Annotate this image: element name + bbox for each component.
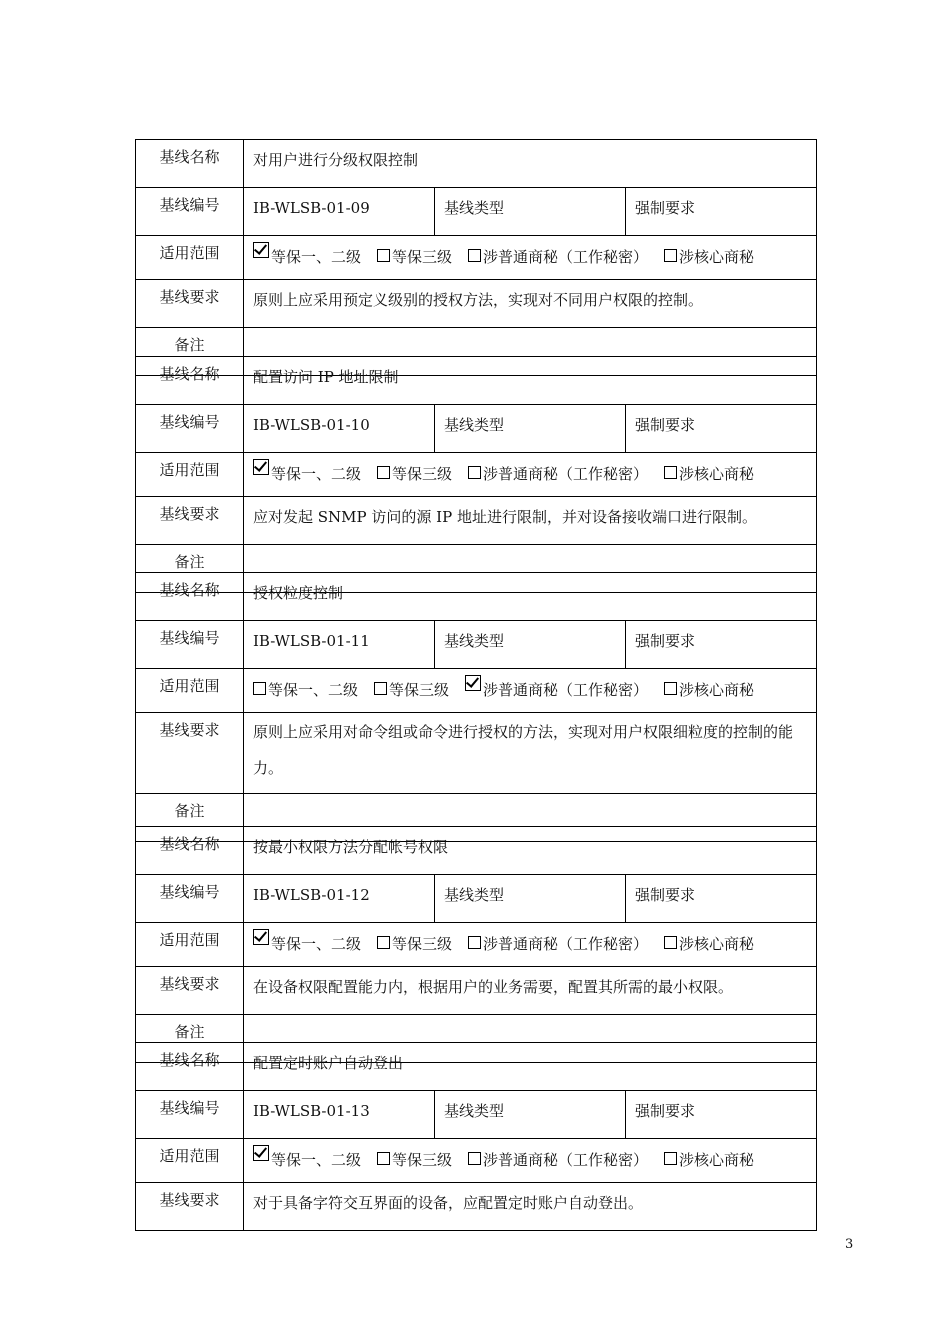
scope-label: 适用范围 bbox=[136, 1139, 244, 1183]
checked-checkbox-icon[interactable] bbox=[253, 459, 269, 475]
scope-option[interactable] bbox=[377, 463, 452, 484]
checkbox-icon[interactable] bbox=[468, 249, 481, 262]
requirement-label: 基线要求 bbox=[136, 713, 244, 794]
baseline-code: IB-WLSB-01-10 bbox=[244, 405, 435, 453]
scope-options bbox=[244, 236, 817, 280]
baseline-table-3 bbox=[135, 572, 817, 842]
checkbox-icon[interactable] bbox=[468, 466, 481, 479]
scope-option[interactable] bbox=[664, 933, 754, 954]
scope-options bbox=[244, 669, 817, 713]
baseline-type: 强制要求 bbox=[626, 405, 817, 453]
baseline-code: IB-WLSB-01-13 bbox=[244, 1091, 435, 1139]
scope-option-label: 涉核心商秘 bbox=[679, 465, 755, 483]
baseline-type: 强制要求 bbox=[626, 1091, 817, 1139]
name-label: 基线名称 bbox=[136, 1043, 244, 1091]
baseline-requirement: 应对发起 SNMP 访问的源 IP 地址进行限制，并对设备接收端口进行限制。 bbox=[244, 497, 817, 545]
code-label: 基线编号 bbox=[136, 875, 244, 923]
scope-option-label: 等保三级 bbox=[392, 248, 453, 266]
scope-option-label: 涉核心商秘 bbox=[679, 1151, 755, 1169]
checkbox-icon[interactable] bbox=[664, 1152, 677, 1165]
scope-label: 适用范围 bbox=[136, 923, 244, 967]
checkbox-icon[interactable] bbox=[374, 682, 387, 695]
code-label: 基线编号 bbox=[136, 405, 244, 453]
scope-option-label: 等保三级 bbox=[389, 681, 450, 699]
scope-options bbox=[244, 1139, 817, 1183]
baseline-type: 强制要求 bbox=[626, 621, 817, 669]
scope-option[interactable] bbox=[664, 246, 754, 267]
name-label: 基线名称 bbox=[136, 357, 244, 405]
checkbox-icon[interactable] bbox=[377, 1152, 390, 1165]
type-label: 基线类型 bbox=[435, 405, 626, 453]
baseline-table-2 bbox=[135, 356, 817, 593]
baseline-requirement: 原则上应采用预定义级别的授权方法，实现对不同用户权限的控制。 bbox=[244, 280, 817, 328]
scope-option-label: 涉普通商秘（工作秘密） bbox=[483, 681, 649, 699]
scope-options bbox=[244, 453, 817, 497]
checked-checkbox-icon[interactable] bbox=[465, 675, 481, 691]
baseline-name: 按最小权限方法分配帐号权限 bbox=[244, 827, 817, 875]
scope-option-label: 等保一、二级 bbox=[271, 1151, 362, 1169]
scope-option[interactable] bbox=[468, 933, 648, 954]
checked-checkbox-icon[interactable] bbox=[253, 929, 269, 945]
remark-label: 备注 bbox=[136, 328, 244, 376]
scope-option-label: 等保三级 bbox=[392, 1151, 453, 1169]
scope-option[interactable] bbox=[377, 933, 452, 954]
scope-option[interactable] bbox=[253, 242, 361, 267]
requirement-label: 基线要求 bbox=[136, 1183, 244, 1231]
scope-label: 适用范围 bbox=[136, 236, 244, 280]
checkbox-icon[interactable] bbox=[664, 682, 677, 695]
scope-option[interactable] bbox=[664, 679, 754, 700]
baseline-code: IB-WLSB-01-12 bbox=[244, 875, 435, 923]
scope-option[interactable] bbox=[253, 929, 361, 954]
scope-option[interactable] bbox=[465, 675, 648, 700]
baseline-requirement: 在设备权限配置能力内，根据用户的业务需要，配置其所需的最小权限。 bbox=[244, 967, 817, 1015]
checkbox-icon[interactable] bbox=[377, 466, 390, 479]
scope-option[interactable] bbox=[468, 463, 648, 484]
scope-option-label: 涉核心商秘 bbox=[679, 248, 755, 266]
baseline-name: 配置访问 IP 地址限制 bbox=[244, 357, 817, 405]
scope-option-label: 等保一、二级 bbox=[271, 248, 362, 266]
page-number: 3 bbox=[845, 1237, 854, 1252]
checkbox-icon[interactable] bbox=[468, 936, 481, 949]
scope-option-label: 涉普通商秘（工作秘密） bbox=[483, 935, 649, 953]
checkbox-icon[interactable] bbox=[664, 466, 677, 479]
checkbox-icon[interactable] bbox=[664, 936, 677, 949]
scope-option-label: 等保三级 bbox=[392, 465, 453, 483]
scope-label: 适用范围 bbox=[136, 453, 244, 497]
scope-option[interactable] bbox=[253, 679, 358, 700]
requirement-label: 基线要求 bbox=[136, 967, 244, 1015]
remark-label: 备注 bbox=[136, 545, 244, 593]
checked-checkbox-icon[interactable] bbox=[253, 1145, 269, 1161]
scope-option[interactable] bbox=[664, 1149, 754, 1170]
scope-option[interactable] bbox=[377, 246, 452, 267]
baseline-code: IB-WLSB-01-11 bbox=[244, 621, 435, 669]
scope-option[interactable] bbox=[253, 1145, 361, 1170]
scope-option-label: 等保一、二级 bbox=[271, 465, 362, 483]
scope-option[interactable] bbox=[664, 463, 754, 484]
remark-label: 备注 bbox=[136, 794, 244, 842]
remark-label: 备注 bbox=[136, 1015, 244, 1063]
type-label: 基线类型 bbox=[435, 875, 626, 923]
scope-option[interactable] bbox=[374, 679, 449, 700]
type-label: 基线类型 bbox=[435, 188, 626, 236]
checked-checkbox-icon[interactable] bbox=[253, 242, 269, 258]
checkbox-icon[interactable] bbox=[468, 1152, 481, 1165]
checkbox-icon[interactable] bbox=[253, 682, 266, 695]
scope-options bbox=[244, 923, 817, 967]
name-label: 基线名称 bbox=[136, 573, 244, 621]
name-label: 基线名称 bbox=[136, 827, 244, 875]
scope-option-label: 等保一、二级 bbox=[268, 681, 359, 699]
code-label: 基线编号 bbox=[136, 621, 244, 669]
scope-option-label: 涉核心商秘 bbox=[679, 681, 755, 699]
scope-option-label: 涉普通商秘（工作秘密） bbox=[483, 248, 649, 266]
baseline-requirement: 对于具备字符交互界面的设备，应配置定时账户自动登出。 bbox=[244, 1183, 817, 1231]
scope-option-label: 等保一、二级 bbox=[271, 935, 362, 953]
type-label: 基线类型 bbox=[435, 621, 626, 669]
scope-option-label: 涉核心商秘 bbox=[679, 935, 755, 953]
baseline-table-4 bbox=[135, 826, 817, 1063]
baseline-table-5 bbox=[135, 1042, 817, 1231]
scope-option-label: 涉普通商秘（工作秘密） bbox=[483, 1151, 649, 1169]
scope-option-label: 涉普通商秘（工作秘密） bbox=[483, 465, 649, 483]
scope-option[interactable] bbox=[468, 1149, 648, 1170]
requirement-label: 基线要求 bbox=[136, 497, 244, 545]
scope-option-label: 等保三级 bbox=[392, 935, 453, 953]
scope-label: 适用范围 bbox=[136, 669, 244, 713]
checkbox-icon[interactable] bbox=[377, 249, 390, 262]
baseline-code: IB-WLSB-01-09 bbox=[244, 188, 435, 236]
baseline-type: 强制要求 bbox=[626, 875, 817, 923]
baseline-name: 授权粒度控制 bbox=[244, 573, 817, 621]
baseline-type: 强制要求 bbox=[626, 188, 817, 236]
scope-option[interactable] bbox=[468, 246, 648, 267]
code-label: 基线编号 bbox=[136, 188, 244, 236]
scope-option[interactable] bbox=[253, 459, 361, 484]
scope-option[interactable] bbox=[377, 1149, 452, 1170]
name-label: 基线名称 bbox=[136, 140, 244, 188]
checkbox-icon[interactable] bbox=[377, 936, 390, 949]
type-label: 基线类型 bbox=[435, 1091, 626, 1139]
baseline-requirement: 原则上应采用对命令组或命令进行授权的方法，实现对用户权限细粒度的控制的能力。 bbox=[244, 713, 817, 794]
code-label: 基线编号 bbox=[136, 1091, 244, 1139]
checkbox-icon[interactable] bbox=[664, 249, 677, 262]
requirement-label: 基线要求 bbox=[136, 280, 244, 328]
baseline-name: 对用户进行分级权限控制 bbox=[244, 140, 817, 188]
baseline-name: 配置定时账户自动登出 bbox=[244, 1043, 817, 1091]
baseline-table-1 bbox=[135, 139, 817, 376]
